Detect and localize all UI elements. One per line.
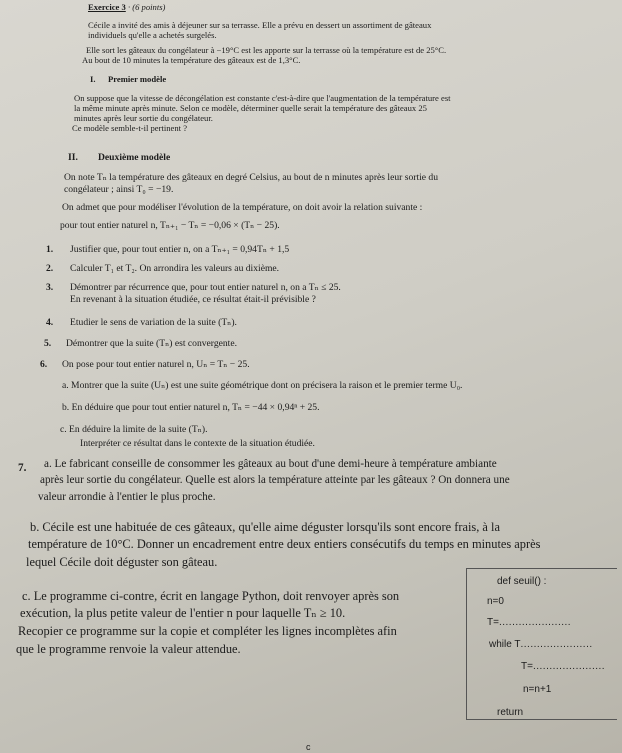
python-program-box [466, 568, 617, 720]
part2-line-4: pour tout entier naturel n, Tₙ₊₁ − Tₙ = −0,06 × (Tₙ − 25). [60, 220, 280, 231]
q7c-line-4: que le programme renvoie la valeur attendue. [16, 642, 241, 656]
intro-line-1: Cécile a invité des amis à déjeuner sur sa terrasse. Elle a prévu en dessert un assortiment de gâteaux [88, 20, 432, 30]
q6-text: On pose pour tout entier naturel n, Uₙ = Tₙ − 25. [62, 359, 250, 370]
q7a-line-2: après leur sortie du congélateur. Quelle est alors la température atteinte par les gâteaux ? On donnera une [40, 474, 510, 486]
program-line-init-t [487, 617, 571, 628]
exercise-header [88, 3, 165, 12]
part2-numeral: II. [68, 152, 78, 163]
q3-text-2: En revenant à la situation étudiée, ce résultat était-il prévisible ? [70, 294, 316, 305]
q7-number: 7. [18, 462, 27, 474]
q6a-text: a. Montrer que la suite (Uₙ) est une suite géométrique dont on précisera la raison et le premier terme U₀. [62, 380, 463, 391]
q6b-text: b. En déduire que pour tout entier naturel n, Tₙ = −44 × 0,94ⁿ + 25. [62, 402, 320, 413]
footer-mark: c [306, 742, 311, 752]
q4-text: Etudier le sens de variation de la suite (Tₙ). [70, 317, 237, 328]
program-line-while [489, 639, 593, 650]
q7b-line-3: lequel Cécile doit déguster son gâteau. [26, 555, 218, 569]
part2-line-1: On note Tₙ la température des gâteaux en degré Celsius, au bout de n minutes après leur sortie du [64, 172, 439, 183]
part2-heading: Deuxième modèle [98, 152, 171, 163]
part1-heading: Premier modèle [108, 74, 167, 84]
exercise-title: Exercice 3 [88, 2, 126, 12]
part1-line-3: minutes après leur sortie du congélateur. [74, 113, 213, 123]
program-line-update-t [521, 661, 605, 672]
program-blank-2: ...................... [520, 639, 593, 650]
q7a-line-1: a. Le fabricant conseille de consommer les gâteaux au bout d'une demi-heure à température ambiante [44, 458, 497, 470]
q3-text: Démontrer par récurrence que, pour tout entier naturel n, on a Tₙ ≤ 25. [70, 282, 341, 293]
q5-number: 5. [44, 338, 52, 349]
q1-number: 1. [46, 244, 54, 255]
q2-number: 2. [46, 263, 54, 274]
program-line-update-t-code: T= [521, 661, 533, 672]
q4-number: 4. [46, 317, 54, 328]
q7c-line-1: c. Le programme ci-contre, écrit en langage Python, doit renvoyer après son [22, 589, 400, 603]
q7b-line-1: b. Cécile est une habituée de ces gâteaux, qu'elle aime déguster lorsqu'ils sont encore frais, à la [30, 520, 500, 534]
program-line-increment: n=n+1 [523, 684, 552, 695]
q6c-text-2: Interpréter ce résultat dans le contexte de la situation étudiée. [80, 438, 315, 449]
part1-line-1: On suppose que la vitesse de décongélation est constante c'est-à-dire que l'augmentation de la température est [74, 93, 451, 103]
program-line-return: return [497, 707, 524, 718]
intro-line-4: Au bout de 10 minutes la température des gâteaux est de 1,3°C. [82, 55, 301, 65]
part1-numeral: I. [90, 74, 96, 84]
q7a-line-3: valeur arrondie à l'entier le plus proche. [38, 491, 216, 503]
program-blank-3: ...................... [532, 661, 606, 672]
program-line-while-code: while T [489, 639, 521, 650]
q2-text: Calculer T₁ et T₂. On arrondira les valeurs au dixième. [70, 263, 280, 274]
part2-line-2: congélateur ; ainsi T₀ = −19. [64, 184, 174, 195]
q7c-line-2: exécution, la plus petite valeur de l'entier n pour laquelle Tₙ ≥ 10. [20, 606, 346, 620]
intro-line-2: individuels qu'elle a achetés surgelés. [88, 30, 217, 40]
q5-text: Démontrer que la suite (Tₙ) est convergente. [66, 338, 238, 349]
intro-line-3: Elle sort les gâteaux du congélateur à −19°C est les apporte sur la terrasse où la température est de 25°C. [86, 45, 447, 55]
q1-text: Justifier que, pour tout entier n, on a Tₙ₊₁ = 0,94Tₙ + 1,5 [70, 244, 290, 255]
q7b-line-2: température de 10°C. Donner un encadrement entre deux entiers consécutifs du temps en minutes après [28, 537, 541, 551]
part1-line-2: la même minute après minute. Selon ce modèle, déterminer quelle serait la température des gâteaux 25 [74, 103, 427, 113]
q3-number: 3. [46, 282, 54, 293]
part2-line-3: On admet que pour modéliser l'évolution de la température, on doit avoir la relation suivante : [62, 202, 423, 213]
program-line-def: def seuil() : [497, 576, 547, 587]
q7c-line-3: Recopier ce programme sur la copie et compléter les lignes incomplètes afin [18, 624, 397, 638]
exercise-points: · (6 points) [127, 2, 166, 12]
program-line-init-t-code: T= [487, 617, 499, 628]
q6-number: 6. [40, 359, 48, 370]
program-blank-1: ...................... [498, 617, 572, 628]
program-line-init-n: n=0 [487, 596, 504, 607]
q6c-text-1: c. En déduire la limite de la suite (Tₙ). [60, 424, 208, 435]
part1-line-4: Ce modèle semble-t-il pertinent ? [72, 123, 188, 133]
